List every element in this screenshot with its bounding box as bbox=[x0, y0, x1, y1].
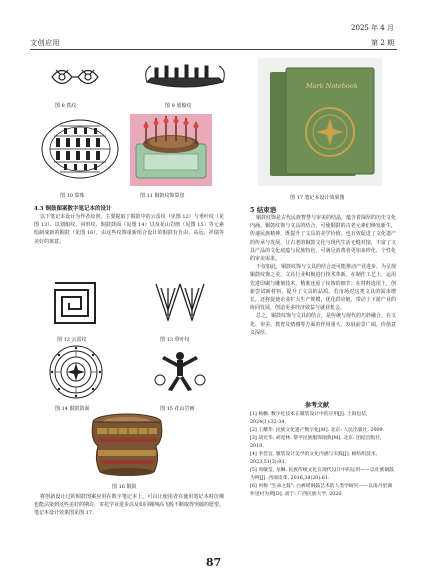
fig12-cloud-thunder-pattern-image bbox=[50, 278, 100, 328]
section-4-3-p1: 以下笔记本设计为作者原创，主要提取了铜鼓中的云雷纹（见图 12）与垂叶纹（见图 13）、以划船纹、回形纹、铜鼓鼓面（见图 14）以及花山岩画（见图 15）等元素绘制成新的铜鼓（见图 16），由这些纹饰重新组合设计的铜鼓有自由、高远、祥瑞等美好的寓意。 bbox=[34, 214, 224, 245]
fig10-caption: 图 10 算珠 bbox=[60, 193, 85, 199]
running-header-issue: 第 2 期 bbox=[371, 39, 394, 47]
fig12-caption: 图 12 云雷纹 bbox=[57, 337, 87, 343]
fig8-iron-pattern-image bbox=[48, 62, 106, 92]
notebook-cover-text: Mark Notebook bbox=[306, 82, 358, 90]
reference-item: [3] 胡光华, 胡宽林. 黎平民族服饰图典[M]. 北京: 团结出版社, 2019. bbox=[250, 436, 382, 449]
reference-item: [2] 王耀华. 民族文化遗产数字化[M]. 北京: 人民出版社, 2009. bbox=[250, 428, 385, 433]
section-5-heading: 5 结束语 bbox=[250, 206, 277, 214]
fig13-hanging-leaf-pattern-image bbox=[150, 280, 210, 326]
fig15-rock-painting-image bbox=[150, 350, 210, 394]
section-4-3-paragraph-2 bbox=[34, 493, 224, 518]
fig11-caption: 图 11 铜鼓纹饰算盘 bbox=[140, 193, 185, 199]
section-4-3-p2: 将创新设计过的铜鼓图案应用在数字笔记本上，可以让使用者在使用笔记本时仿佛也能沾染到这些美好的期许，寄托学业进步以及如同翱翔高飞般不断取得突破的愿望。笔记本设计效果图见图 17。 bbox=[34, 494, 225, 517]
section-5-body bbox=[250, 214, 396, 337]
section-5-p1: 铜鼓纹饰是古代民族智慧与审美的结晶，蕴含着深厚的历史文化内涵。铜鼓纹饰与文具的结合，可使铜鼓的古老元素们焕发新生，传递民族精神，既提升了文具的美学价值，也有效促进了文化遗产的传承与发展，让古老的铜鼓文化与现代生活无缝对接，丰富了文具产品的文化底蕴与民族特色，可满足消费者更加多样化、个性化的审美需求。 bbox=[250, 215, 397, 263]
fig14-caption: 图 14 铜鼓鼓面 bbox=[55, 406, 90, 412]
fig16-bronze-drum-image bbox=[88, 412, 166, 478]
running-header-date: 2025 年 4 月 bbox=[351, 24, 394, 32]
reference-item: [1] 杨鹏. 数字化技术在服装设计中的应用[J]. 上海包装, 2024(1):32-34. bbox=[250, 412, 368, 425]
fig17-caption: 图 17 笔记本设计效果图 bbox=[290, 195, 345, 201]
running-header-column: 文创应用 bbox=[30, 39, 60, 47]
reference-item: [6] 何梅 "生命之鼓": 白裤瑶铜鼓艺术的人类学研究——以南丹里湖怀里村为例[D]. 南宁: 广西民族大学, 2020. bbox=[250, 484, 393, 497]
reference-item: [4] 李佳宜. 服装设计美学的文化内涵与实践[J]. 棉纺织技术, 2023,51(3):93. bbox=[250, 452, 378, 465]
reference-item: [5] 周敏莹, 龙琳. 民族传统文化在现代设计中的运用——以壮族铜鼓为例[J]. 西部皮革, 2016,38(20):61. bbox=[250, 468, 394, 481]
fig15-caption: 图 15 花山岩画 bbox=[160, 406, 195, 412]
section-5-p3: 总之，铜鼓纹饰与文具的结合，是传统与现代的巧妙融合，在文化、审美、教育及情感等方面的作用重大，发展前景广阔，价值意义深厚。 bbox=[250, 313, 397, 336]
section-4-3-paragraph-1 bbox=[34, 213, 224, 246]
fig8-caption: 图 8 铁纹 bbox=[55, 103, 77, 109]
fig11-drum-abacus-image bbox=[130, 114, 212, 186]
fig13-caption: 图 13 垂叶纹 bbox=[160, 337, 190, 343]
fig9-caption: 图 9 划船纹 bbox=[165, 103, 192, 109]
header-rule bbox=[30, 49, 397, 50]
fig17-notebook-render-image bbox=[258, 58, 382, 186]
fig16-caption: 图 16 铜鼓 bbox=[112, 484, 137, 490]
fig10-abacus-beads-image bbox=[40, 118, 120, 180]
page-number: 87 bbox=[205, 556, 222, 569]
section-4-3-heading: 4.3 铜鼓图案数字笔记本的设计 bbox=[34, 206, 112, 212]
references-heading: 参考文献 bbox=[305, 402, 330, 409]
fig9-boat-pattern-image bbox=[145, 62, 225, 90]
section-5-p2: 不仅如此，铜鼓纹饰与文具的结合还可能推动产业进步。为呈现铜鼓纹饰之美，文具行业积极进行技术革新。在制作工艺上，运用先进印刷与雕刻技术，精准还原了纹饰的细节；在材料选用上，创新尝试新材料，提升了文具的品质。若市场对这类文具的需求增长，还将促使企业扩大生产规模，优化供应链，带动上下游产业的协同发展，创造更多经济效益与就业机会。 bbox=[250, 264, 397, 312]
fig14-drum-face-image bbox=[48, 344, 104, 400]
references-list bbox=[250, 411, 396, 499]
